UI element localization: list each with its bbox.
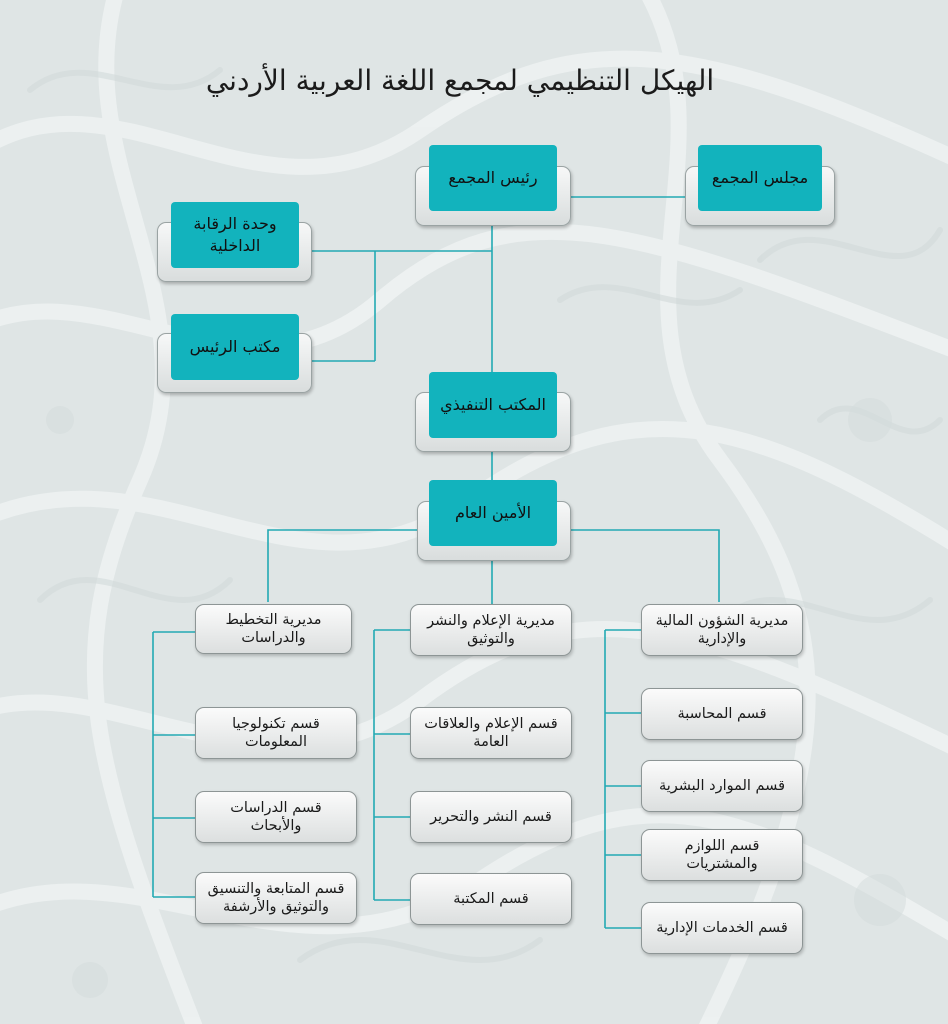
- president-box[interactable]: [429, 145, 557, 211]
- secretary-general-box[interactable]: [429, 480, 557, 546]
- line-to-finance: [571, 530, 719, 602]
- media-directorate-box[interactable]: [410, 604, 572, 656]
- planning-directorate-box[interactable]: [195, 604, 352, 654]
- planning-section-box[interactable]: [195, 872, 357, 924]
- executive-office-label: المكتب التنفيذي: [440, 395, 546, 414]
- media-section-box[interactable]: [410, 707, 572, 759]
- finance-directorate-box[interactable]: [641, 604, 803, 656]
- president-office-label: مكتب الرئيس: [189, 337, 281, 356]
- president-office-box[interactable]: [171, 314, 299, 380]
- internal-audit-label: وحدة الرقابة الداخلية: [193, 214, 277, 255]
- executive-office-box[interactable]: [429, 372, 557, 438]
- planning-section-label: قسم المتابعة والتنسيق والتوثيق والأرشفة: [207, 881, 345, 915]
- secretary-general-label: الأمين العام: [454, 503, 532, 522]
- media-section-label: قسم النشر والتحرير: [430, 809, 552, 825]
- council-label: مجلس المجمع: [711, 168, 809, 187]
- finance-section-label: قسم الخدمات الإدارية: [656, 920, 788, 936]
- planning-section-label: قسم تكنولوجيا المعلومات: [232, 716, 320, 750]
- planning-section-box[interactable]: [195, 791, 357, 843]
- finance-section-box[interactable]: [641, 760, 803, 812]
- president-label: رئيس المجمع: [448, 168, 538, 187]
- planning-section-label: قسم الدراسات والأبحاث: [230, 800, 322, 834]
- finance-section-label: قسم المحاسبة: [677, 706, 767, 722]
- media-section-box[interactable]: [410, 791, 572, 843]
- media-directorate-label: مديرية الإعلام والنشر والتوثيق: [427, 613, 555, 647]
- media-section-box[interactable]: [410, 873, 572, 925]
- finance-section-label: قسم الموارد البشرية: [658, 778, 786, 794]
- media-section-label: قسم المكتبة: [453, 891, 529, 907]
- internal-audit-box[interactable]: [171, 202, 299, 268]
- finance-section-box[interactable]: [641, 688, 803, 740]
- council-box[interactable]: [698, 145, 822, 211]
- finance-section-box[interactable]: [641, 829, 803, 881]
- line-to-planning: [268, 530, 417, 602]
- chart-title: الهيكل التنظيمي لمجمع اللغة العربية الأردني: [205, 64, 715, 97]
- finance-section-box[interactable]: [641, 902, 803, 954]
- planning-directorate-label: مديرية التخطيط والدراسات: [225, 612, 322, 646]
- finance-directorate-label: مديرية الشؤون المالية والإدارية: [655, 613, 789, 647]
- planning-section-box[interactable]: [195, 707, 357, 759]
- finance-section-label: قسم اللوازم والمشتريات: [684, 838, 760, 872]
- media-section-label: قسم الإعلام والعلاقات العامة: [424, 716, 558, 750]
